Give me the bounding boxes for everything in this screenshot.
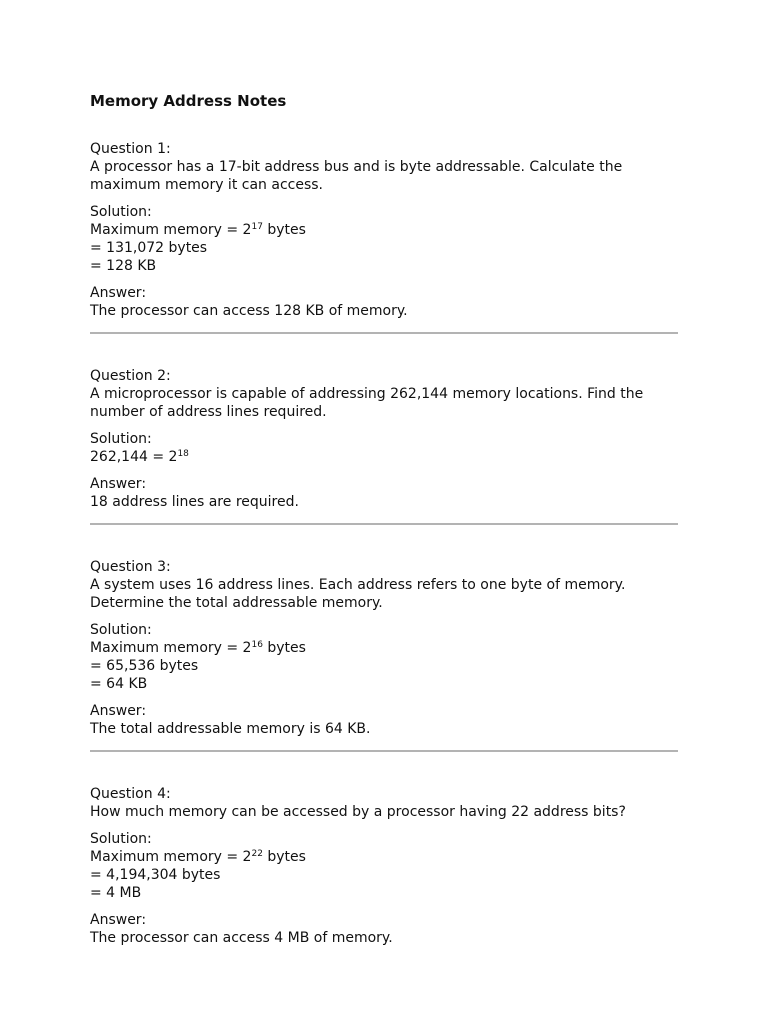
exponent: 22: [251, 849, 263, 859]
question-block: [90, 558, 678, 738]
question-text: A processor has a 17-bit address bus and is byte addressable. Calculate the maximum memory it can access.: [90, 159, 623, 193]
answer-label: Answer:: [90, 476, 147, 492]
solution-line-text: 262,144 = 2: [90, 449, 178, 465]
solution-lines: [90, 848, 678, 902]
questions-list: [90, 140, 678, 947]
solution-label: Solution:: [90, 831, 152, 847]
section-divider: [90, 523, 678, 525]
solution-line-text: = 65,536 bytes: [90, 658, 199, 674]
solution-line: [90, 257, 678, 275]
solution-line-text: Maximum memory = 2: [90, 849, 252, 865]
answer-label: Answer:: [90, 285, 147, 301]
question-label: Question 4:: [90, 786, 171, 802]
solution-line-text: Maximum memory = 2: [90, 640, 252, 656]
page-title: Memory Address Notes: [90, 92, 287, 110]
solution-line-text: = 4 MB: [90, 885, 142, 901]
solution-line: [90, 657, 678, 675]
question-label: Question 2:: [90, 368, 171, 384]
question-block: [90, 785, 678, 947]
answer-text: The processor can access 4 MB of memory.: [90, 930, 393, 946]
solution-lines: [90, 639, 678, 693]
section-divider: [90, 332, 678, 334]
answer-text: The processor can access 128 KB of memory.: [90, 303, 408, 319]
answer-label: Answer:: [90, 703, 147, 719]
solution-line: [90, 848, 678, 866]
exponent: 18: [177, 449, 189, 459]
question-text: A microprocessor is capable of addressing 262,144 memory locations. Find the number of address lines required.: [90, 386, 644, 420]
solution-lines: [90, 448, 678, 466]
solution-line-text: = 4,194,304 bytes: [90, 867, 221, 883]
solution-label: Solution:: [90, 431, 152, 447]
solution-line: [90, 675, 678, 693]
solution-label: Solution:: [90, 204, 152, 220]
exponent: 16: [251, 640, 263, 650]
solution-lines: [90, 221, 678, 275]
question-block: [90, 140, 678, 320]
question-text: How much memory can be accessed by a processor having 22 address bits?: [90, 804, 626, 820]
answer-label: Answer:: [90, 912, 147, 928]
solution-line: [90, 884, 678, 902]
solution-line-text: = 131,072 bytes: [90, 240, 208, 256]
solution-line: [90, 639, 678, 657]
solution-line-text: = 128 KB: [90, 258, 157, 274]
solution-line-text: Maximum memory = 2: [90, 222, 252, 238]
solution-line: [90, 221, 678, 239]
exponent: 17: [251, 222, 263, 232]
solution-line-unit: bytes: [262, 640, 306, 656]
question-label: Question 1:: [90, 141, 171, 157]
section-divider: [90, 750, 678, 752]
solution-line-text: = 64 KB: [90, 676, 148, 692]
solution-label: Solution:: [90, 622, 152, 638]
answer-text: 18 address lines are required.: [90, 494, 299, 510]
solution-line: [90, 866, 678, 884]
answer-text: The total addressable memory is 64 KB.: [90, 721, 371, 737]
question-label: Question 3:: [90, 559, 171, 575]
question-text: A system uses 16 address lines. Each address refers to one byte of memory. Determine the total addressable memory.: [90, 577, 626, 611]
solution-line: [90, 448, 678, 466]
solution-line-unit: bytes: [262, 222, 306, 238]
solution-line: [90, 239, 678, 257]
question-block: [90, 367, 678, 511]
solution-line-unit: bytes: [262, 849, 306, 865]
